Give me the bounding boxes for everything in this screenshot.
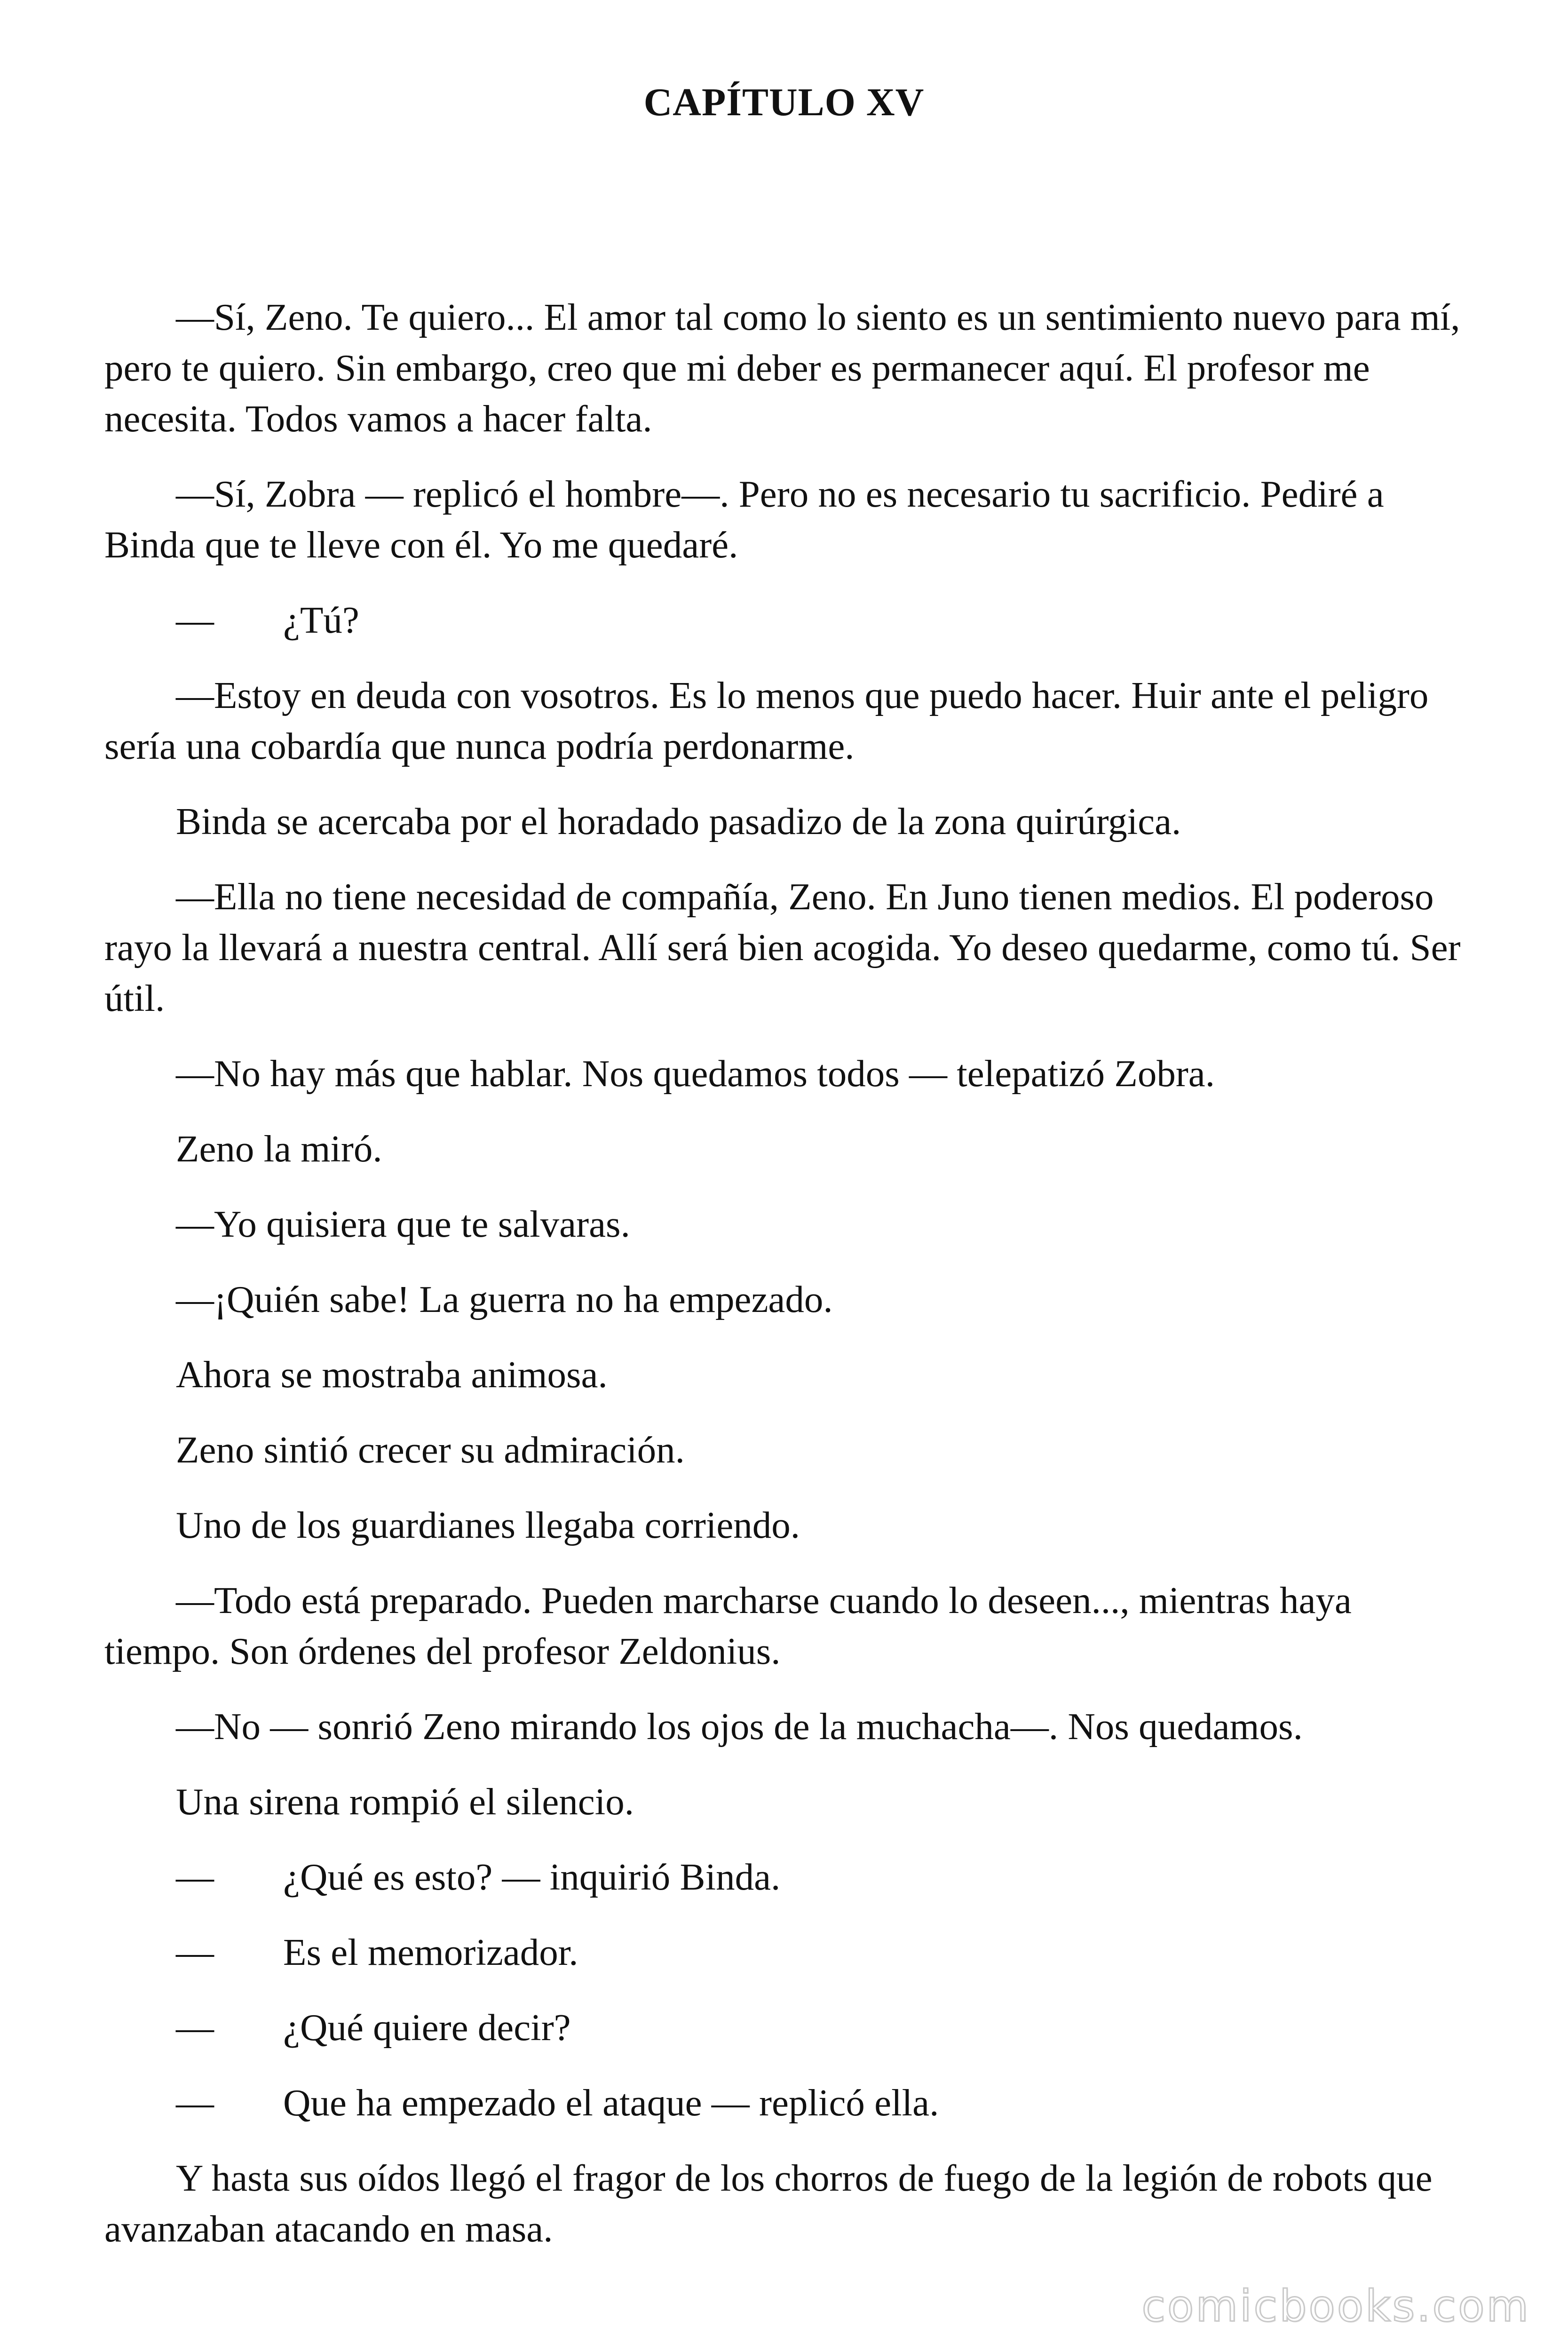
paragraph: Zeno la miró. bbox=[176, 1128, 382, 1170]
dialogue-line bbox=[104, 1927, 1468, 1978]
chapter-title: CAPÍTULO XV bbox=[643, 80, 925, 124]
dialogue-dash: — bbox=[176, 2082, 214, 2124]
dialogue-text: ¿Tú? bbox=[283, 599, 359, 641]
paragraph: Y hasta sus oídos llegó el fragor de los chorros de fuego de la legión de robots que avanzaban atacando en masa. bbox=[104, 2157, 1433, 2250]
dialogue-line bbox=[104, 1851, 1468, 1902]
dialogue-line bbox=[104, 2077, 1468, 2128]
dialogue-dash: — bbox=[176, 599, 214, 641]
paragraph: —¡Quién sabe! La guerra no ha empezado. bbox=[176, 1278, 833, 1320]
paragraph: —Yo quisiera que te salvaras. bbox=[176, 1203, 630, 1245]
paragraph: —Sí, Zeno. Te quiero... El amor tal como lo siento es un sentimiento nuevo para mí, pero te quiero. Sin embargo, creo que mi deber es permanecer aquí. El profesor me necesita. Todos vamos a hacer falta. bbox=[104, 296, 1460, 440]
paragraph: —Todo está preparado. Pueden marcharse cuando lo deseen..., mientras haya tiempo. Son órdenes del profesor Zeldonius. bbox=[104, 1579, 1352, 1672]
dialogue-text: ¿Qué es esto? — inquirió Binda. bbox=[283, 1856, 781, 1898]
dialogue-dash: — bbox=[176, 1931, 214, 1973]
dialogue-text: Que ha empezado el ataque — replicó ella. bbox=[283, 2082, 939, 2124]
paragraph: —No — sonrió Zeno mirando los ojos de la muchacha—. Nos quedamos. bbox=[176, 1705, 1303, 1748]
dialogue-line bbox=[104, 2002, 1468, 2053]
dialogue-dash: — bbox=[176, 1856, 214, 1898]
paragraph: —Estoy en deuda con vosotros. Es lo menos que puedo hacer. Huir ante el peligro sería una cobardía que nunca podría perdonarme. bbox=[104, 674, 1429, 767]
paragraph: Zeno sintió crecer su admiración. bbox=[176, 1429, 685, 1471]
dialogue-text: Es el memorizador. bbox=[283, 1931, 578, 1973]
paragraph: —Sí, Zobra — replicó el hombre—. Pero no es necesario tu sacrificio. Pediré a Binda que te lleve con él. Yo me quedaré. bbox=[104, 473, 1384, 566]
paragraph: Uno de los guardianes llegaba corriendo. bbox=[176, 1504, 800, 1546]
paragraph: —Ella no tiene necesidad de compañía, Zeno. En Juno tienen medios. El poderoso rayo la llevará a nuestra central. Allí será bien acogida. Yo deseo quedarme, como tú. Ser útil. bbox=[104, 875, 1461, 1019]
paragraph: Ahora se mostraba animosa. bbox=[176, 1353, 608, 1396]
dialogue-text: ¿Qué quiere decir? bbox=[283, 2006, 571, 2049]
body-text bbox=[104, 292, 1468, 2279]
paragraph: Una sirena rompió el silencio. bbox=[176, 1780, 634, 1823]
dialogue-dash: — bbox=[176, 2006, 214, 2049]
paragraph: Binda se acercaba por el horadado pasadizo de la zona quirúrgica. bbox=[176, 800, 1181, 842]
dialogue-line bbox=[104, 595, 1468, 645]
paragraph: —No hay más que hablar. Nos quedamos todos — telepatizó Zobra. bbox=[176, 1052, 1215, 1095]
watermark: comicbooks.com bbox=[1141, 2281, 1530, 2331]
